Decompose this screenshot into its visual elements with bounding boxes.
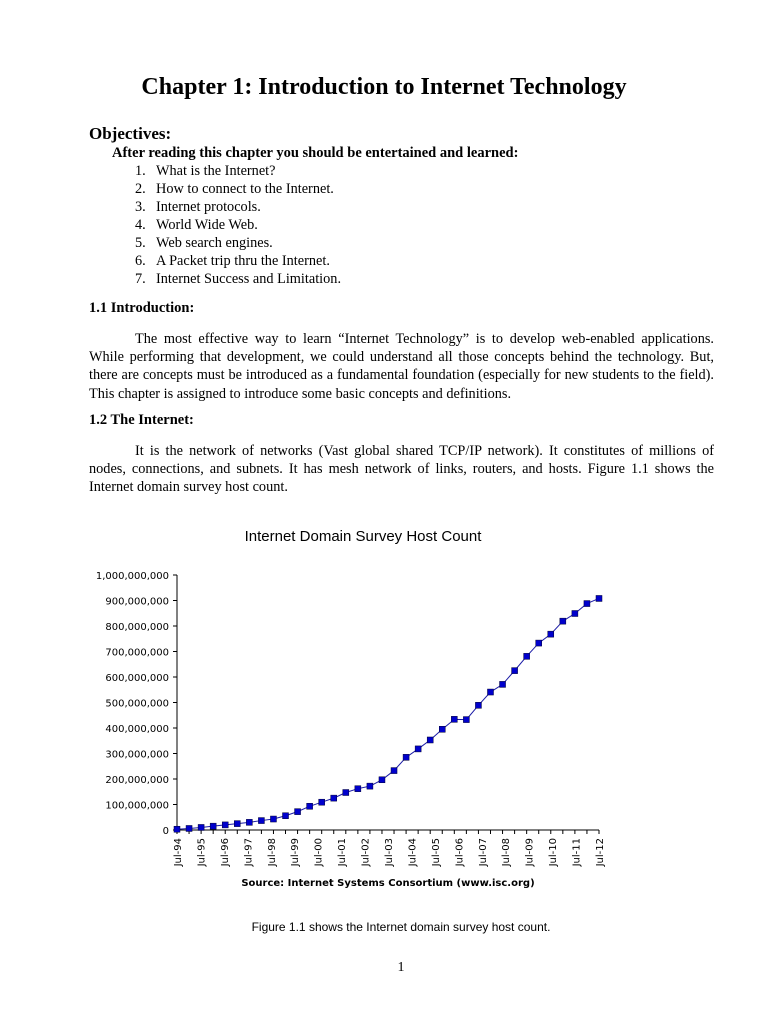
data-point: [307, 803, 313, 809]
x-tick-label: Jul-08: [501, 838, 513, 867]
data-point: [210, 823, 216, 829]
series-line: [177, 598, 599, 829]
section-heading-introduction: 1.1 Introduction:: [89, 300, 195, 316]
chart-title: Internet Domain Survey Host Count: [244, 528, 482, 545]
y-tick-label: 700,000,000: [105, 647, 169, 659]
list-item: 3. Internet protocols.: [135, 199, 261, 215]
x-tick-label: Jul-11: [571, 838, 583, 867]
y-tick-label: 300,000,000: [105, 749, 169, 761]
y-tick-label: 100,000,000: [105, 800, 169, 812]
x-tick-label: Jul-95: [196, 838, 208, 867]
y-tick-label: 0: [162, 826, 169, 837]
x-tick-label: Jul-94: [173, 838, 184, 867]
data-point: [295, 809, 301, 815]
data-point: [270, 816, 276, 822]
page-number: 1: [397, 960, 405, 975]
x-tick-label: Jul-09: [524, 838, 536, 867]
objectives-heading: Objectives:: [89, 124, 172, 143]
data-point: [560, 618, 566, 624]
data-point: [512, 668, 518, 674]
data-point: [258, 818, 264, 824]
x-tick-label: Jul-10: [548, 838, 560, 867]
section-heading-internet: 1.2 The Internet:: [89, 412, 194, 428]
data-point: [283, 813, 289, 819]
list-item: 4. World Wide Web.: [135, 217, 258, 233]
x-tick-label: Jul-06: [454, 838, 466, 867]
data-point: [379, 777, 385, 783]
x-tick-label: Jul-97: [243, 838, 255, 867]
data-point: [246, 819, 252, 825]
data-point: [451, 716, 457, 722]
data-point: [355, 786, 361, 792]
data-point: [500, 681, 506, 687]
data-point: [463, 717, 469, 723]
objectives-lead: After reading this chapter you should be entertained and learned:: [112, 145, 519, 161]
x-tick-label: Jul-98: [266, 838, 278, 867]
list-item: 1. What is the Internet?: [135, 163, 276, 179]
data-point: [367, 783, 373, 789]
chart-source: Source: Internet Systems Consortium (www.isc.org): [241, 878, 535, 889]
y-tick-label: 400,000,000: [105, 724, 169, 735]
objectives-list: [135, 162, 341, 288]
data-point: [222, 822, 228, 828]
chapter-title: Chapter 1: Introduction to Internet Technology: [141, 74, 627, 100]
data-point: [439, 726, 445, 732]
y-tick-label: 500,000,000: [105, 698, 169, 710]
paragraph-introduction: The most effective way to learn “Internet Technology” is to develop web-enabled applications. While performing that development, we could understand all those concepts behind the technology. But, there are concepts must be introduced as a fundamental foundation (especially for new students to the field). This chapter is assigned to introduce some basic concepts and definitions.: [89, 331, 714, 402]
data-point: [487, 689, 493, 695]
figure-caption: Figure 1.1 shows the Internet domain survey host count.: [251, 920, 551, 934]
data-point: [415, 746, 421, 752]
data-point: [427, 737, 433, 743]
list-item: 5. Web search engines.: [135, 235, 273, 251]
data-point: [198, 824, 204, 830]
list-item: 6. A Packet trip thru the Internet.: [135, 253, 330, 269]
x-tick-label: Jul-01: [337, 838, 349, 867]
x-tick-label: Jul-05: [430, 838, 442, 867]
x-tick-label: Jul-00: [313, 838, 325, 867]
x-tick-label: Jul-04: [407, 838, 419, 867]
host-count-chart: [0, 520, 768, 900]
list-item: 7. Internet Success and Limitation.: [135, 271, 342, 287]
data-point: [319, 799, 325, 805]
data-point: [536, 640, 542, 646]
data-point: [548, 631, 554, 637]
x-tick-label: Jul-07: [477, 838, 489, 867]
y-tick-label: 200,000,000: [105, 775, 169, 786]
data-point: [524, 653, 530, 659]
x-tick-label: Jul-03: [384, 838, 395, 867]
data-point: [343, 790, 349, 796]
data-point: [186, 825, 192, 831]
data-point: [596, 595, 602, 601]
x-tick-label: Jul-12: [595, 838, 606, 867]
data-point: [475, 702, 481, 708]
x-tick-label: Jul-96: [219, 838, 231, 867]
data-point: [174, 826, 180, 832]
list-item: 2. How to connect to the Internet.: [135, 181, 334, 197]
data-point: [403, 754, 409, 760]
y-tick-label: 1,000,000,000: [95, 571, 169, 582]
paragraph-internet: It is the network of networks (Vast global shared TCP/IP network). It constitutes of millions of nodes, connections, and subnets. It has mesh network of links, routers, and hosts. Figure 1.1 shows the Internet domain survey host count.: [89, 443, 714, 496]
data-point: [331, 795, 337, 801]
data-point: [234, 821, 240, 827]
data-point: [572, 611, 578, 617]
y-tick-label: 900,000,000: [105, 596, 169, 608]
data-point: [391, 768, 397, 774]
y-tick-label: 800,000,000: [105, 622, 169, 633]
x-tick-label: Jul-99: [290, 838, 302, 867]
x-tick-label: Jul-02: [360, 838, 372, 867]
y-tick-label: 600,000,000: [105, 673, 169, 684]
data-point: [584, 601, 590, 607]
